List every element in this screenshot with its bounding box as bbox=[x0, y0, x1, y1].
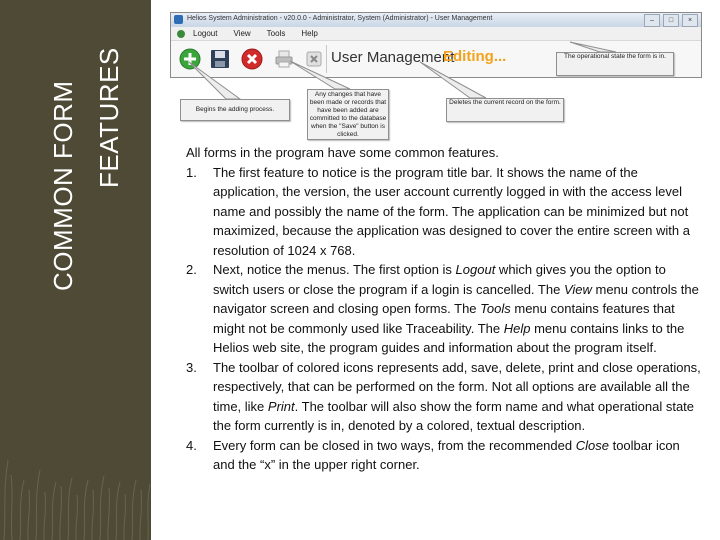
list-number: 3. bbox=[186, 359, 197, 375]
feature-list bbox=[186, 163, 704, 475]
list-number: 4. bbox=[186, 437, 197, 453]
list-item-text: Every form can be closed in two ways, from the recommended Close toolbar icon and the “x” in the upper right corner. bbox=[213, 437, 680, 472]
minimize-icon[interactable]: – bbox=[644, 14, 660, 27]
slide-title-line-2: FEATURES bbox=[94, 47, 124, 188]
menu-tools[interactable]: Tools bbox=[266, 29, 286, 38]
slide-title-line-1: COMMON FORM bbox=[48, 80, 78, 291]
callout-delete: Deletes the current record on the form. bbox=[446, 98, 564, 122]
form-state: Editing... bbox=[443, 48, 507, 65]
intro-paragraph: All forms in the program have some common features. bbox=[186, 145, 499, 160]
window-title: Helios System Administration - v20.0.0 - Administrator, System (Administrator) - User Management bbox=[187, 15, 493, 22]
callout-state: The operational state the form is in. bbox=[556, 52, 674, 76]
body-text bbox=[186, 143, 704, 475]
list-number: 1. bbox=[186, 164, 197, 180]
close-window-icon[interactable]: × bbox=[682, 14, 698, 27]
menu-help[interactable]: Help bbox=[301, 29, 318, 38]
list-number: 2. bbox=[186, 262, 197, 277]
callout-save: Any changes that have been made or records that have been added are committed to the database when the "Save" button is clicked. bbox=[307, 89, 389, 140]
menu-view[interactable]: View bbox=[233, 29, 251, 38]
list-item-text: Next, notice the menus. The first option is Logout which gives you the option to switch users or close the program if a login is cancelled. The View menu controls the navigator screen and closing open forms. The Tools menu contains features that might not be commonly used like Traceability. The Help menu contains links to the Helios web site, the program guides and information about the program itself. bbox=[213, 262, 699, 355]
list-item-1 bbox=[186, 163, 704, 261]
callout-add: Begins the adding process. bbox=[180, 99, 290, 121]
menu-logout[interactable]: Logout bbox=[193, 29, 218, 38]
form-title: User Management bbox=[331, 49, 455, 66]
maximize-icon[interactable]: □ bbox=[663, 14, 679, 27]
list-item-text: The first feature to notice is the program title bar. It shows the name of the application, the version, the user account currently logged in with the access level name and possibly the name of the form. The application can be minimized but not maximized, because the application was designed to cover the entire screen with a resolution of 1024 x 768. bbox=[213, 164, 690, 258]
list-item-text: The toolbar of colored icons represents add, save, delete, print and close operations, respectively, that can be performed on the form. Not all options are available all the time, like Print. The toolbar will also show the form name and what operational state the form currently is in, denoted by a colored, textual description. bbox=[213, 359, 701, 433]
list-item-3 bbox=[186, 358, 704, 436]
list-item-2 bbox=[186, 260, 704, 358]
list-item-4 bbox=[186, 436, 704, 475]
